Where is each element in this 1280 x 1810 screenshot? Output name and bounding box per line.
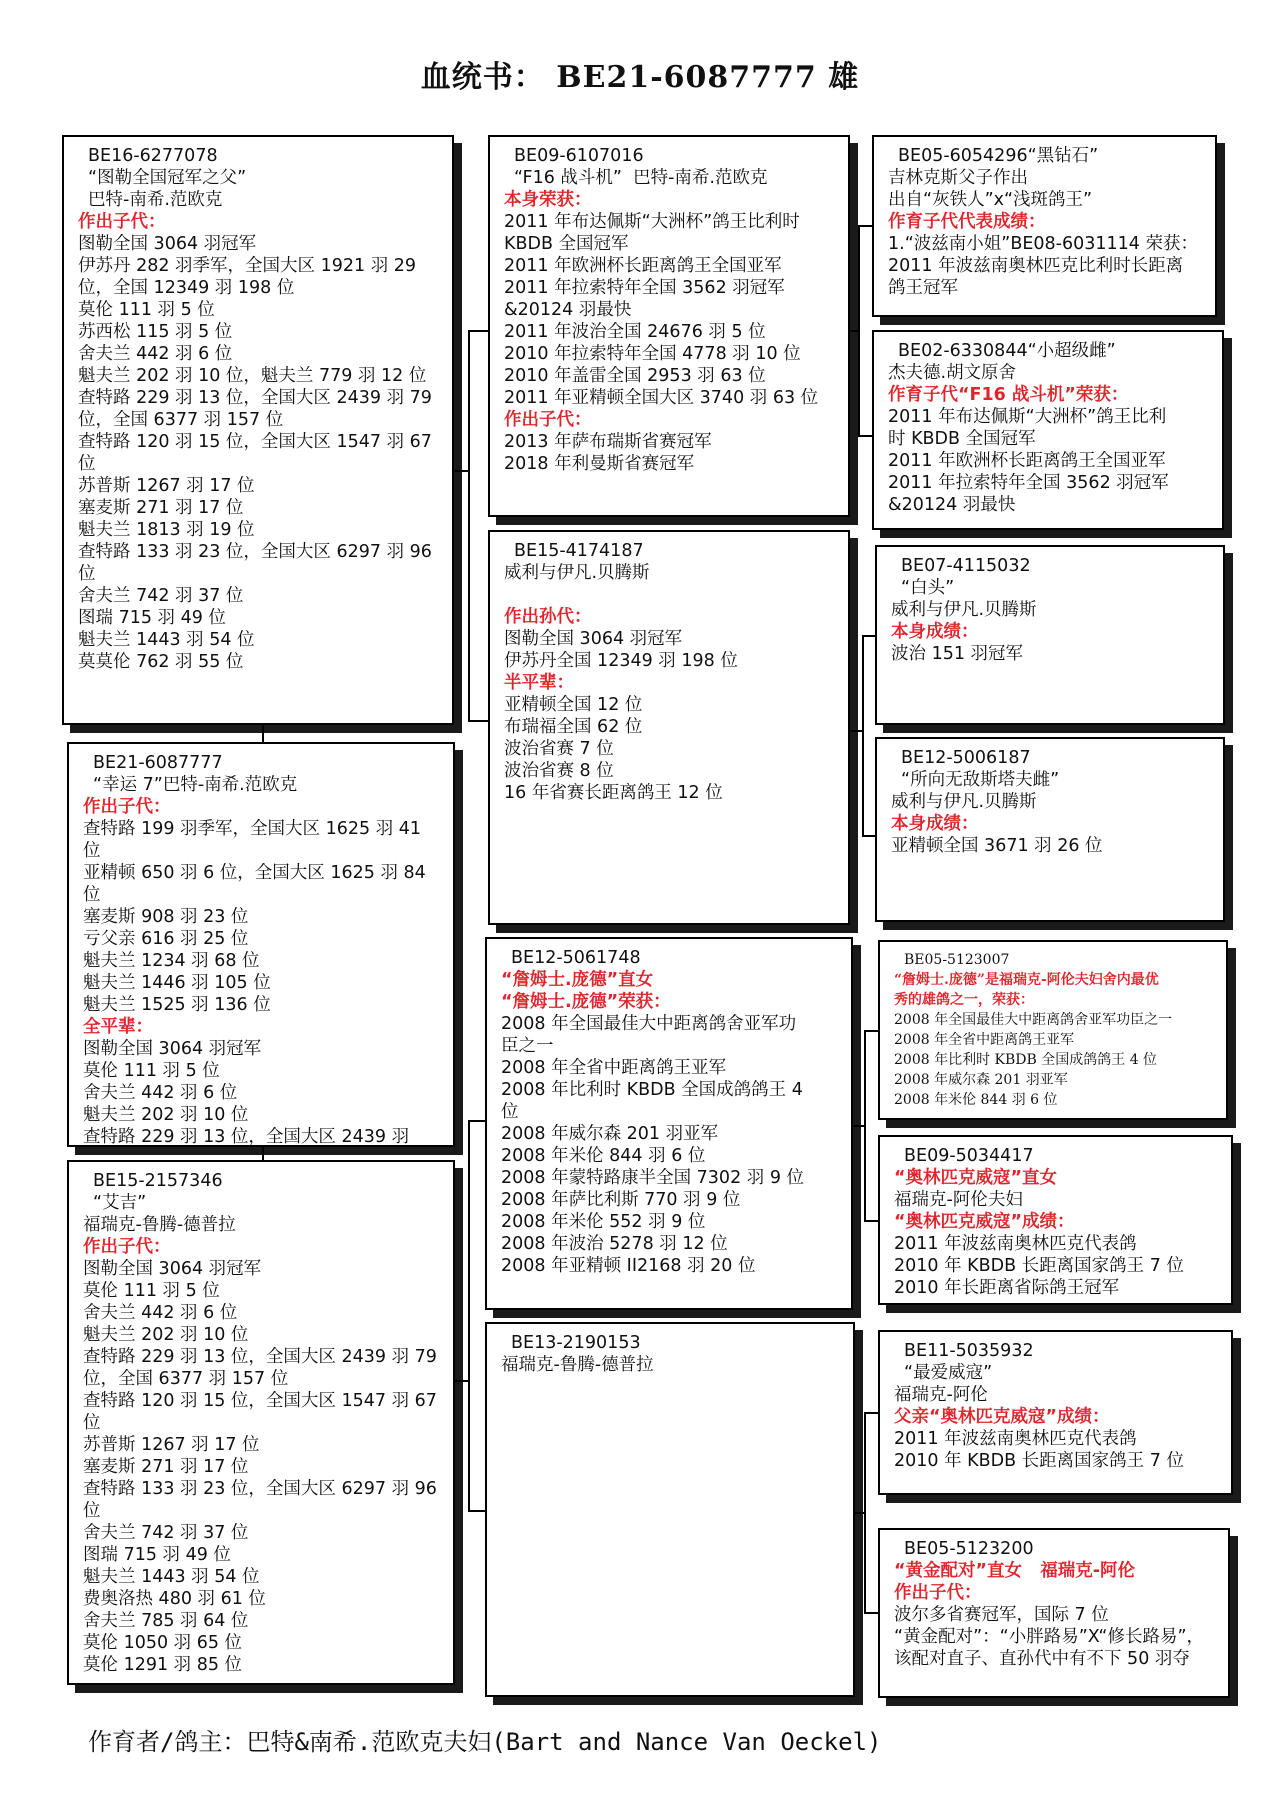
ring-number: BE15-4174187 xyxy=(514,541,644,561)
pedigree-box-sd-sire xyxy=(875,545,1225,725)
connector xyxy=(864,1220,878,1222)
section-heading: 作出子代： xyxy=(83,1237,171,1257)
pedigree-line: 查特路 120 羽 15 位，全国大区 1547 羽 67 xyxy=(83,1391,437,1411)
pedigree-line: 图勒全国 3064 羽冠军 xyxy=(504,629,683,649)
pedigree-line: “黄金配对”：“小胖路易”X“修长路易”， xyxy=(894,1627,1205,1647)
pedigree-line: 出自“灰铁人”x“浅斑鸽王” xyxy=(888,190,1093,210)
connector xyxy=(862,835,875,837)
pedigree-line: 亚精顿全国 3671 羽 26 位 xyxy=(891,836,1103,856)
connector xyxy=(850,330,858,332)
pedigree-line: 苏西松 115 羽 5 位 xyxy=(78,322,233,342)
ring-number: BE09-6107016 xyxy=(514,146,644,166)
pedigree-line: 图瑞 715 羽 49 位 xyxy=(78,608,226,628)
pedigree-line: 2011 年欧洲杯长距离鸽王全国亚军 xyxy=(888,451,1166,471)
connector xyxy=(862,635,875,637)
connector xyxy=(853,1125,864,1127)
section-heading: “詹姆士.庞德”直女 xyxy=(501,970,654,990)
pedigree-line: 2008 年米伦 552 羽 9 位 xyxy=(501,1212,706,1232)
section-heading: 作育子代代表成绩： xyxy=(888,212,1046,232)
pedigree-line: 亚精顿全国 12 位 xyxy=(504,695,643,715)
connector xyxy=(455,1380,469,1382)
pedigree-line: 费奥洛热 480 羽 61 位 xyxy=(83,1589,266,1609)
pedigree-line: 2008 年威尔森 201 羽亚军 xyxy=(501,1124,719,1144)
pedigree-line: 2011 年波治全国 24676 羽 5 位 xyxy=(504,322,766,342)
pedigree-line: 伊苏丹全国 12349 羽 198 位 xyxy=(504,651,738,671)
pedigree-line: 位，全国 6377 羽 157 位 xyxy=(83,1369,289,1389)
pedigree-line: 位 xyxy=(83,1501,101,1521)
pedigree-line: 图勒全国 3064 羽冠军 xyxy=(83,1259,262,1279)
connector xyxy=(858,225,872,227)
pedigree-line: 福瑞克-鲁腾-德普拉 xyxy=(501,1355,654,1375)
connector xyxy=(262,1147,264,1161)
pedigree-box-ds-sire xyxy=(878,940,1228,1120)
pedigree-line: 查特路 120 羽 15 位，全国大区 1547 羽 67 xyxy=(78,432,432,452)
pedigree-line: 舍夫兰 442 羽 6 位 xyxy=(83,1083,238,1103)
pedigree-line: 舍夫兰 742 羽 37 位 xyxy=(83,1523,249,1543)
pedigree-line: 2011 年拉索特年全国 3562 羽冠军 xyxy=(888,473,1169,493)
pedigree-line: “F16 战斗机” 巴特-南希.范欧克 xyxy=(514,168,768,188)
pedigree-line: 2010 年盖雷全国 2953 羽 63 位 xyxy=(504,366,766,386)
pedigree-line: 2008 年全国最佳大中距离鸽舍亚军功 xyxy=(501,1014,797,1034)
pedigree-box-sire-sire xyxy=(488,135,850,517)
pedigree-line: 位 xyxy=(78,454,96,474)
pedigree-line: “幸运 7”巴特-南希.范欧克 xyxy=(93,775,298,795)
pedigree-line: 魁夫兰 202 羽 10 位 xyxy=(83,1325,249,1345)
section-heading: 半平辈： xyxy=(504,673,574,693)
connector xyxy=(468,1120,470,1510)
pedigree-line: 2008 年蒙特路康半全国 7302 羽 9 位 xyxy=(501,1168,805,1188)
connector xyxy=(262,725,264,743)
section-heading: “奥林匹克威寇”成绩： xyxy=(894,1212,1075,1232)
pedigree-line: 波治 151 羽冠军 xyxy=(891,644,1024,664)
pedigree-box-sd-dam xyxy=(875,737,1225,922)
pedigree-box-ss-dam xyxy=(872,330,1224,530)
pedigree-line: 莫伦 111 羽 5 位 xyxy=(78,300,215,320)
connector xyxy=(858,225,860,435)
pedigree-line: 魁夫兰 1525 羽 136 位 xyxy=(83,995,271,1015)
pedigree-line: 波治省赛 8 位 xyxy=(504,761,614,781)
pedigree-line: 魁夫兰 202 羽 10 位，魁夫兰 779 羽 12 位 xyxy=(78,366,427,386)
ring-number: BE21-6087777 xyxy=(93,753,223,773)
pedigree-line: 时 KBDB 全国冠军 xyxy=(888,429,1036,449)
pedigree-line: 2010 年长距离省际鸽王冠军 xyxy=(894,1278,1120,1298)
pedigree-line: “白头” xyxy=(901,578,955,598)
pedigree-line: 舍夫兰 742 羽 37 位 xyxy=(78,586,244,606)
pedigree-line: 图勒全国 3064 羽冠军 xyxy=(78,234,257,254)
connector xyxy=(855,1512,864,1514)
pedigree-box-ss-sire xyxy=(872,135,1217,317)
connector xyxy=(468,1120,486,1122)
pedigree-line: 莫伦 1050 羽 65 位 xyxy=(83,1633,243,1653)
pedigree-line: 威利与伊凡.贝腾斯 xyxy=(504,563,650,583)
pedigree-line: 魁夫兰 1446 羽 105 位 xyxy=(83,973,271,993)
pedigree-line: 查特路 229 羽 13 位，全国大区 2439 羽 79 xyxy=(83,1347,437,1367)
breeder-footer: 作育者/鸽主：巴特&南希.范欧克夫妇(Bart and Nance Van Oeckel) xyxy=(88,1728,882,1756)
pedigree-line xyxy=(504,584,836,606)
pedigree-line: 塞麦斯 271 羽 17 位 xyxy=(83,1457,249,1477)
pedigree-line: 2011 年布达佩斯“大洲杯”鸽王比利时 xyxy=(504,212,800,232)
pedigree-line: 2011 年布达佩斯“大洲杯”鸽王比利 xyxy=(888,407,1167,427)
pedigree-box-dam-sire xyxy=(485,937,853,1310)
pedigree-line: 2008 年全省中距离鸽王亚军 xyxy=(501,1058,727,1078)
section-heading: 作出子代： xyxy=(78,212,166,232)
section-heading: 父亲“奥林匹克威寇”成绩： xyxy=(894,1407,1110,1427)
ring-number: BE12-5061748 xyxy=(511,948,641,968)
pedigree-line: 2011 年拉索特年全国 3562 羽冠军 xyxy=(504,278,785,298)
pedigree-line: 魁夫兰 1443 羽 54 位 xyxy=(78,630,255,650)
pedigree-line: 福瑞克-阿伦 xyxy=(894,1385,988,1405)
section-heading: 本身荣获： xyxy=(504,190,592,210)
pedigree-line: 吉林克斯父子作出 xyxy=(888,168,1028,188)
pedigree-box-dam-dam xyxy=(485,1322,855,1697)
pedigree-box-sire-dam xyxy=(488,530,850,925)
pedigree-line: 莫伦 111 羽 5 位 xyxy=(83,1281,220,1301)
pedigree-line: &20124 羽最快 xyxy=(888,495,1016,515)
ring-number: BE15-2157346 xyxy=(93,1171,223,1191)
pedigree-line: 2008 年亚精顿 II2168 羽 20 位 xyxy=(501,1256,756,1276)
pedigree-line: 图勒全国 3064 羽冠军 xyxy=(83,1039,262,1059)
pedigree-line: 该配对直子、直孙代中有不下 50 羽夺 xyxy=(894,1649,1190,1669)
connector xyxy=(864,1030,878,1032)
pedigree-line: 舍夫兰 785 羽 64 位 xyxy=(83,1611,249,1631)
pedigree-box-dam xyxy=(67,1160,455,1685)
pedigree-line: 魁夫兰 1234 羽 68 位 xyxy=(83,951,260,971)
pedigree-box-dd-sire xyxy=(878,1330,1233,1495)
pedigree-line: 2008 年威尔森 201 羽亚军 xyxy=(894,1072,1068,1088)
pedigree-line: 查特路 133 羽 23 位，全国大区 6297 羽 96 xyxy=(78,542,432,562)
pedigree-line: 杰夫德.胡文原舍 xyxy=(888,363,1017,383)
pedigree-line: “所向无敌斯塔夫雌” xyxy=(901,770,1060,790)
section-heading: “奥林匹克威寇”直女 xyxy=(894,1168,1058,1188)
pedigree-line: 魁夫兰 1443 羽 54 位 xyxy=(83,1567,260,1587)
pedigree-line: 鸽王冠军 xyxy=(888,278,958,298)
section-heading: 作出子代： xyxy=(894,1583,982,1603)
connector xyxy=(468,720,488,722)
pedigree-line: 魁夫兰 202 羽 10 位 xyxy=(83,1105,249,1125)
pedigree-line: 臣之一 xyxy=(501,1036,554,1056)
pedigree-line: “最爱威寇” xyxy=(904,1363,993,1383)
connector xyxy=(864,1412,866,1612)
pedigree-line: 2011 年波兹南奥林匹克代表鸽 xyxy=(894,1234,1137,1254)
pedigree-line: 位 xyxy=(83,1413,101,1433)
pedigree-line: 2010 年 KBDB 长距离国家鸽王 7 位 xyxy=(894,1451,1184,1471)
pedigree-line: 查特路 229 羽 13 位，全国大区 2439 羽 79 xyxy=(78,388,432,408)
pedigree-line: 2010 年 KBDB 长距离国家鸽王 7 位 xyxy=(894,1256,1184,1276)
pedigree-line: 波尔多省赛冠军，国际 7 位 xyxy=(894,1605,1109,1625)
pedigree-line: 2008 年米伦 844 羽 6 位 xyxy=(501,1146,706,1166)
pedigree-line: 2011 年欧洲杯长距离鸽王全国亚军 xyxy=(504,256,782,276)
pedigree-line: KBDB 全国冠军 xyxy=(504,234,629,254)
pedigree-line: 魁夫兰 1813 羽 19 位 xyxy=(78,520,255,540)
connector xyxy=(858,435,872,437)
ring-number: BE05-6054296“黑钻石” xyxy=(898,146,1099,166)
ring-number: BE11-5035932 xyxy=(904,1341,1034,1361)
page-title: 血统书： BE21-6087777 雄 xyxy=(420,60,860,95)
pedigree-line: 2008 年比利时 KBDB 全国成鸽鸽王 4 位 xyxy=(894,1052,1158,1068)
section-heading: 全平辈： xyxy=(83,1017,153,1037)
pedigree-line: 1.“波兹南小姐”BE08-6031114 荣获： xyxy=(888,234,1198,254)
pedigree-line: 2013 年萨布瑞斯省赛冠军 xyxy=(504,432,712,452)
ring-number: BE13-2190153 xyxy=(511,1333,641,1353)
section-heading: 作育子代“F16 战斗机”荣获： xyxy=(888,385,1129,405)
connector xyxy=(862,635,864,835)
pedigree-line: 查特路 229 羽 13 位，全国大区 2439 羽 xyxy=(83,1127,410,1147)
pedigree-line: “艾吉” xyxy=(93,1193,147,1213)
pedigree-line: 2011 年亚精顿全国大区 3740 羽 63 位 xyxy=(504,388,819,408)
ring-number: BE05-5123007 xyxy=(904,952,1010,968)
connector xyxy=(864,1612,878,1614)
pedigree-line: 16 年省赛长距离鸽王 12 位 xyxy=(504,783,723,803)
pedigree-line: 查特路 199 羽季军，全国大区 1625 羽 41 xyxy=(83,819,422,839)
pedigree-line: 威利与伊凡.贝腾斯 xyxy=(891,792,1037,812)
pedigree-line: 莫莫伦 762 羽 55 位 xyxy=(78,652,244,672)
connector xyxy=(864,1030,866,1220)
pedigree-line: 图瑞 715 羽 49 位 xyxy=(83,1545,231,1565)
connector xyxy=(455,470,469,472)
pedigree-line: 2008 年比利时 KBDB 全国成鸽鸽王 4 xyxy=(501,1080,803,1100)
pedigree-line: 查特路 133 羽 23 位，全国大区 6297 羽 96 xyxy=(83,1479,437,1499)
connector xyxy=(468,330,488,332)
pedigree-line: 位，全国 12349 羽 198 位 xyxy=(78,278,295,298)
pedigree-line: 2008 年萨比利斯 770 羽 9 位 xyxy=(501,1190,741,1210)
pedigree-line: 福瑞克-鲁腾-德普拉 xyxy=(83,1215,236,1235)
ring-number: BE02-6330844“小超级雌” xyxy=(898,341,1116,361)
ring-number: BE05-5123200 xyxy=(904,1539,1034,1559)
pedigree-line: 苏普斯 1267 羽 17 位 xyxy=(78,476,255,496)
pedigree-line: 2008 年米伦 844 羽 6 位 xyxy=(894,1092,1058,1108)
pedigree-box-ds-dam xyxy=(878,1135,1233,1305)
pedigree-line: 2010 年拉索特年全国 4778 羽 10 位 xyxy=(504,344,801,364)
pedigree-line: 威利与伊凡.贝腾斯 xyxy=(891,600,1037,620)
pedigree-line: 布瑞福全国 62 位 xyxy=(504,717,643,737)
pedigree-line: 2018 年利曼斯省赛冠军 xyxy=(504,454,695,474)
pedigree-line: 舍夫兰 442 羽 6 位 xyxy=(83,1303,238,1323)
pedigree-line: 亚精顿 650 羽 6 位，全国大区 1625 羽 84 xyxy=(83,863,426,883)
pedigree-line: 位 xyxy=(78,564,96,584)
pedigree-box-subject xyxy=(67,742,455,1147)
pedigree-line: 位，全国 6377 羽 157 位 xyxy=(78,410,284,430)
section-heading: “詹姆士.庞德”荣获： xyxy=(501,992,671,1012)
pedigree-line: 位 xyxy=(83,841,101,861)
connector xyxy=(468,330,470,720)
pedigree-line: 位 xyxy=(83,885,101,905)
pedigree-line: &20124 羽最快 xyxy=(504,300,632,320)
pedigree-line: 亏父亲 616 羽 25 位 xyxy=(83,929,249,949)
pedigree-line: 巴特-南希.范欧克 xyxy=(88,190,223,210)
pedigree-line: 2008 年全国最佳大中距离鸽舍亚军功臣之一 xyxy=(894,1012,1173,1028)
pedigree-line: 位 xyxy=(501,1102,519,1122)
pedigree-line: 苏普斯 1267 羽 17 位 xyxy=(83,1435,260,1455)
pedigree-line: “图勒全国冠军之父” xyxy=(88,168,247,188)
ring-number: BE12-5006187 xyxy=(901,748,1031,768)
section-heading: 作出子代： xyxy=(83,797,171,817)
pedigree-line: 塞麦斯 271 羽 17 位 xyxy=(78,498,244,518)
pedigree-line: 波治省赛 7 位 xyxy=(504,739,614,759)
pedigree-line: 伊苏丹 282 羽季军，全国大区 1921 羽 29 xyxy=(78,256,417,276)
connector xyxy=(864,1412,878,1414)
connector xyxy=(468,1510,486,1512)
section-heading: “詹姆士.庞德”是福瑞克-阿伦夫妇舍内最优 xyxy=(894,972,1159,988)
section-heading: 秀的雄鸽之一，荣获： xyxy=(894,992,1034,1008)
section-heading: 本身成绩： xyxy=(891,622,979,642)
ring-number: BE07-4115032 xyxy=(901,556,1031,576)
pedigree-line: 2011 年波兹南奥林匹克代表鸽 xyxy=(894,1429,1137,1449)
pedigree-box-sire xyxy=(62,135,454,725)
pedigree-line: 莫伦 1291 羽 85 位 xyxy=(83,1655,243,1675)
pedigree-line: 莫伦 111 羽 5 位 xyxy=(83,1061,220,1081)
pedigree-line: 舍夫兰 442 羽 6 位 xyxy=(78,344,233,364)
pedigree-line: 2008 年波治 5278 羽 12 位 xyxy=(501,1234,728,1254)
pedigree-line: 2011 年波兹南奥林匹克比利时长距离 xyxy=(888,256,1184,276)
section-heading: 作出孙代： xyxy=(504,607,592,627)
section-heading: 作出子代： xyxy=(504,410,592,430)
pedigree-line: 2008 年全省中距离鸽王亚军 xyxy=(894,1032,1075,1048)
section-heading: “黄金配对”直女 福瑞克-阿伦 xyxy=(894,1561,1136,1581)
section-heading: 本身成绩： xyxy=(891,814,979,834)
pedigree-line: 塞麦斯 908 羽 23 位 xyxy=(83,907,249,927)
connector xyxy=(850,730,862,732)
ring-number: BE16-6277078 xyxy=(88,146,218,166)
ring-number: BE09-5034417 xyxy=(904,1146,1034,1166)
pedigree-line: 福瑞克-阿伦夫妇 xyxy=(894,1190,1023,1210)
pedigree-box-dd-dam xyxy=(878,1528,1230,1698)
